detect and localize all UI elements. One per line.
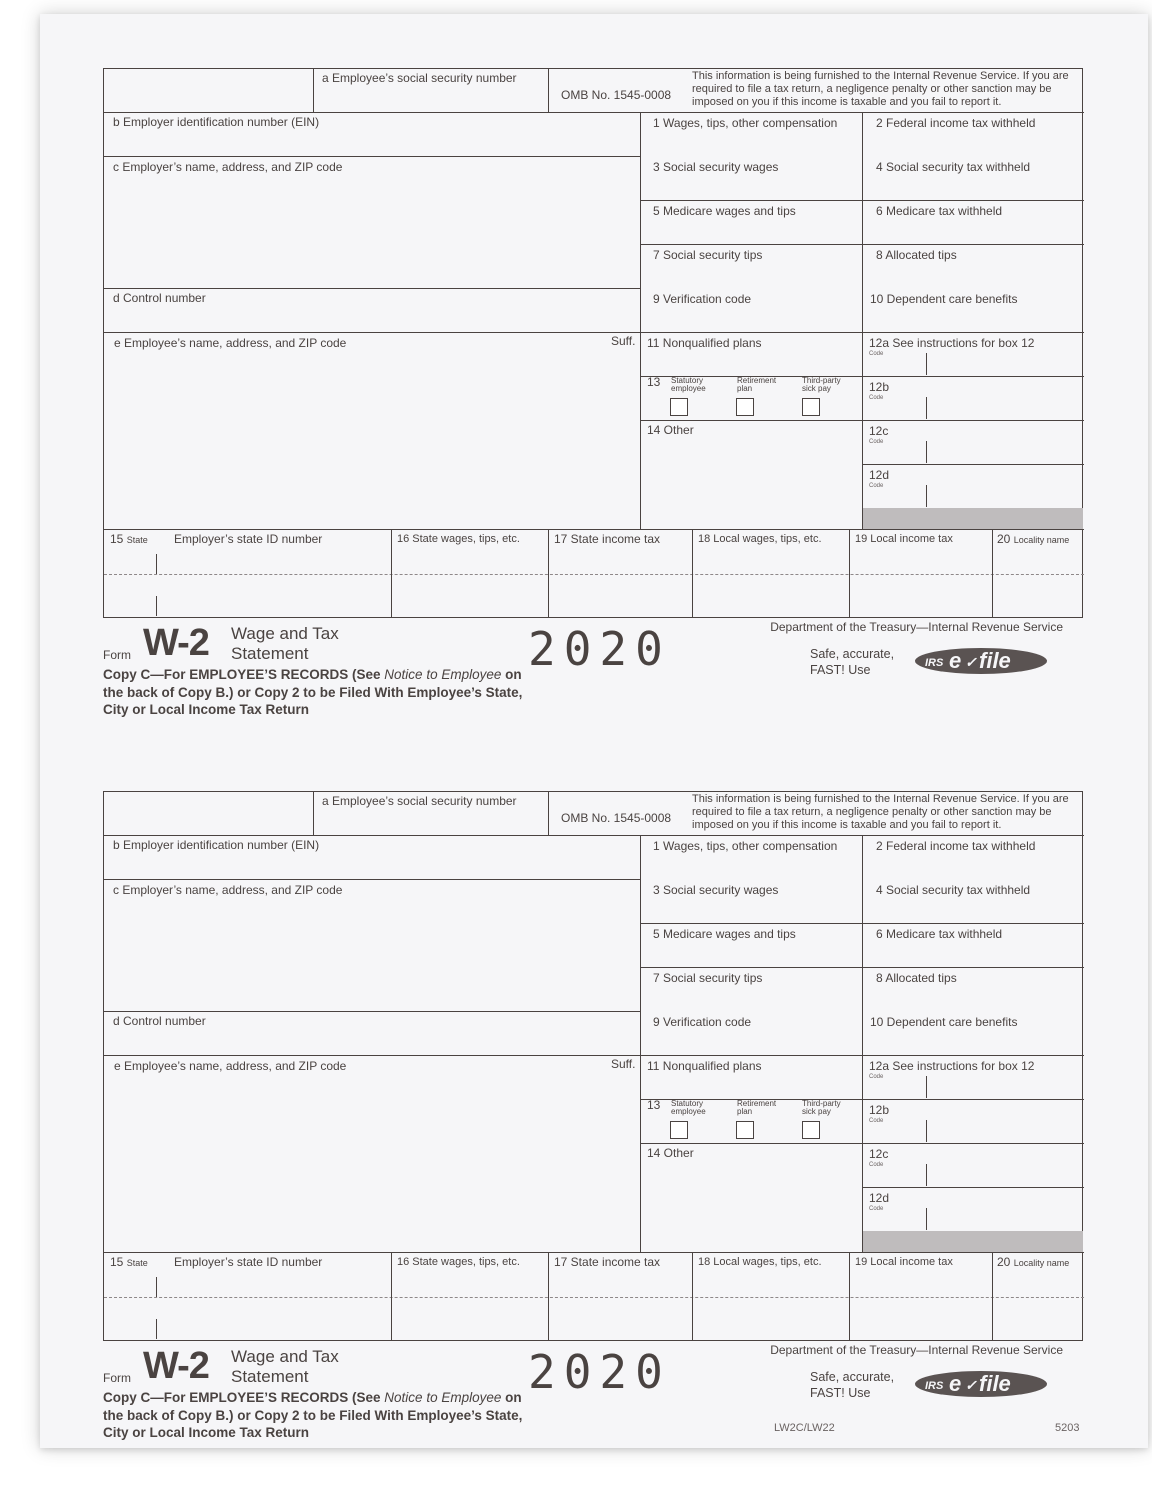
safe-accurate-text: Safe, accurate, FAST! Use [810, 647, 895, 677]
box-10-label: 10 Dependent care benefits [870, 1015, 1018, 1029]
statutory-label: Statutory employee [671, 376, 706, 393]
box-12b-label: 12b [869, 380, 890, 394]
code-label: Code [869, 1162, 884, 1168]
svg-text:e: e [949, 648, 962, 673]
svg-text:IRS: IRS [925, 1380, 944, 1392]
title-line-1: Wage and Tax [231, 1347, 339, 1366]
divider [104, 1252, 1084, 1253]
box-b[interactable] [104, 835, 640, 879]
tax-year: 2020 [528, 622, 671, 676]
retirement-label: Retirement plan [737, 1099, 777, 1116]
box-d[interactable] [104, 288, 640, 332]
box-6-label: 6 Medicare tax withheld [876, 927, 1003, 941]
blank-cell [104, 792, 314, 835]
divider [391, 1252, 392, 1341]
box-12c-label: 12c [869, 1147, 889, 1161]
omb-number: OMB No. 1545-0008 [561, 88, 672, 102]
divider [992, 1252, 993, 1341]
form-word: Form [103, 1371, 131, 1385]
divider [862, 464, 1084, 465]
box-8-label: 8 Allocated tips [876, 248, 957, 262]
dashed-divider [104, 1297, 1084, 1298]
box-a-label: a Employee’s social security number [322, 794, 517, 808]
box-12a-label: 12a See instructions for box 12 [869, 1059, 1035, 1073]
safe-accurate-text: Safe, accurate, FAST! Use [810, 1370, 895, 1400]
box-19-label: 19 Local income tax [855, 1256, 953, 1268]
box-d[interactable] [104, 1011, 640, 1055]
copy-c-instructions: Copy C—For EMPLOYEE’S RECORDS (See Notice to Employee on the back of Copy B.) or Copy 2 to be Filed With Employee’s State, City or Local Income Tax Return [103, 667, 523, 717]
w2-form [103, 68, 1083, 618]
department-label: Department of the Treasury—Internal Revenue Service [770, 620, 1063, 634]
box-15-id-label: Employer’s state ID number [174, 1255, 323, 1269]
divider [640, 1055, 1084, 1056]
retirement-checkbox[interactable] [736, 398, 754, 416]
box-7-label: 7 Social security tips [653, 248, 763, 262]
divider [391, 529, 392, 618]
divider [640, 967, 1084, 968]
box-2-label: 2 Federal income tax withheld [876, 116, 1036, 130]
statutory-checkbox[interactable] [670, 398, 688, 416]
box-b-label: b Employer identification number (EIN) [113, 115, 320, 129]
form-id: W-2 [143, 622, 209, 664]
copy-c-instructions: Copy C—For EMPLOYEE’S RECORDS (See Notice to Employee on the back of Copy B.) or Copy 2 to be Filed With Employee’s State, City or Local Income Tax Return [103, 1390, 523, 1440]
box-e[interactable] [104, 332, 640, 529]
irs-efile-logo [913, 1369, 1049, 1404]
svg-text:✓: ✓ [965, 1377, 977, 1393]
code-label: Code [869, 395, 884, 401]
box-c-label: c Employer’s name, address, and ZIP code [113, 883, 343, 897]
irs-notice: This information is being furnished to the Internal Revenue Service. If you are required to file a tax return, a negligence penalty or other sanction may be imposed on you if this income is taxable and you fail to report it. [692, 70, 1069, 108]
form-title [231, 624, 339, 664]
department-label: Department of the Treasury—Internal Revenue Service [770, 1343, 1063, 1357]
divider [692, 529, 693, 618]
code-divider [926, 441, 927, 463]
box-12d-label: 12d [869, 1191, 890, 1205]
divider [692, 1252, 693, 1341]
box-a[interactable] [314, 792, 549, 835]
state-divider [156, 596, 157, 616]
box-d-label: d Control number [113, 1014, 206, 1028]
box-13-label: 13 [647, 375, 661, 389]
form-footer [103, 1343, 1083, 1461]
box-12b-label: 12b [869, 1103, 890, 1117]
box-15-label: 15 State [110, 1255, 148, 1269]
irs-efile-logo [913, 646, 1049, 681]
svg-text:file: file [979, 1371, 1011, 1396]
box-a-label: a Employee’s social security number [322, 71, 517, 85]
divider [548, 529, 549, 618]
box-16-label: 16 State wages, tips, etc. [397, 1256, 520, 1268]
divider [640, 923, 1084, 924]
box-11-label: 11 Nonqualified plans [647, 336, 762, 350]
box-20-label: 20 Locality name [997, 1255, 1070, 1269]
box-6-label: 6 Medicare tax withheld [876, 204, 1003, 218]
divider [548, 1252, 549, 1341]
box-d-label: d Control number [113, 291, 206, 305]
box-1-label: 1 Wages, tips, other compensation [653, 116, 838, 130]
code-label: Code [869, 351, 884, 357]
box-14-label: 14 Other [647, 423, 694, 437]
box-c-label: c Employer’s name, address, and ZIP code [113, 160, 343, 174]
box-18-label: 18 Local wages, tips, etc. [698, 1256, 822, 1268]
box-3-label: 3 Social security wages [653, 160, 779, 174]
box-11-label: 11 Nonqualified plans [647, 1059, 762, 1073]
suffix-label: Suff. [611, 1057, 636, 1071]
shaded-area [863, 1231, 1083, 1252]
form-footer [103, 620, 1083, 738]
box-a[interactable] [314, 69, 549, 112]
box-18-label: 18 Local wages, tips, etc. [698, 533, 822, 545]
state-divider [156, 1277, 157, 1297]
box-20-label: 20 Locality name [997, 532, 1070, 546]
box-9-label: 9 Verification code [653, 1015, 752, 1029]
box-19-label: 19 Local income tax [855, 533, 953, 545]
svg-text:e: e [949, 1371, 962, 1396]
omb-number: OMB No. 1545-0008 [561, 811, 672, 825]
box-12c-label: 12c [869, 424, 889, 438]
irs-notice: This information is being furnished to the Internal Revenue Service. If you are required to file a tax return, a negligence penalty or other sanction may be imposed on you if this income is taxable and you fail to report it. [692, 793, 1069, 831]
page-code: 5203 [1055, 1422, 1080, 1434]
divider [849, 529, 850, 618]
box-9-label: 9 Verification code [653, 292, 752, 306]
box-17-label: 17 State income tax [554, 1255, 661, 1269]
box-4-label: 4 Social security tax withheld [876, 160, 1031, 174]
w2-form [103, 791, 1083, 1341]
form-word: Form [103, 648, 131, 662]
retirement-checkbox[interactable] [736, 1121, 754, 1139]
divider [104, 529, 1084, 530]
third-party-checkbox[interactable] [802, 1121, 820, 1139]
box-14-label: 14 Other [647, 1146, 694, 1160]
box-15-label: 15 State [110, 532, 148, 546]
box-e-label: e Employee’s name, address, and ZIP code [114, 336, 347, 350]
form-title [231, 1347, 339, 1387]
box-7-label: 7 Social security tips [653, 971, 763, 985]
divider [862, 835, 863, 1252]
box-17-label: 17 State income tax [554, 532, 661, 546]
suffix-label: Suff. [611, 334, 636, 348]
box-12a-label: 12a See instructions for box 12 [869, 336, 1035, 350]
statutory-checkbox[interactable] [670, 1121, 688, 1139]
code-divider [926, 353, 927, 375]
box-2-label: 2 Federal income tax withheld [876, 839, 1036, 853]
box-1-label: 1 Wages, tips, other compensation [653, 839, 838, 853]
box-4-label: 4 Social security tax withheld [876, 883, 1031, 897]
code-label: Code [869, 1206, 884, 1212]
divider [640, 1143, 1084, 1144]
title-line-1: Wage and Tax [231, 624, 339, 643]
box-b[interactable] [104, 112, 640, 156]
box-3-label: 3 Social security wages [653, 883, 779, 897]
box-e-label: e Employee’s name, address, and ZIP code [114, 1059, 347, 1073]
code-label: Code [869, 1074, 884, 1080]
svg-text:✓: ✓ [965, 654, 977, 670]
product-code: LW2C/LW22 [774, 1422, 835, 1434]
code-divider [926, 485, 927, 507]
blank-cell [104, 69, 314, 112]
divider [849, 1252, 850, 1341]
dashed-divider [104, 574, 1084, 575]
tax-year: 2020 [528, 1345, 671, 1399]
box-5-label: 5 Medicare wages and tips [653, 927, 796, 941]
title-line-2: Statement [231, 1367, 309, 1386]
code-label: Code [869, 483, 884, 489]
box-c[interactable] [104, 156, 640, 288]
divider [640, 112, 641, 529]
retirement-label: Retirement plan [737, 376, 777, 393]
box-12d-label: 12d [869, 468, 890, 482]
code-divider [926, 397, 927, 419]
state-divider [156, 1319, 157, 1339]
code-divider [926, 1208, 927, 1230]
divider [640, 420, 1084, 421]
box-8-label: 8 Allocated tips [876, 971, 957, 985]
shaded-area [863, 508, 1083, 529]
title-line-2: Statement [231, 644, 309, 663]
third-party-label: Third-party sick pay [802, 376, 841, 393]
code-divider [926, 1164, 927, 1186]
third-party-label: Third-party sick pay [802, 1099, 841, 1116]
state-divider [156, 554, 157, 574]
svg-text:IRS: IRS [925, 657, 944, 669]
code-label: Code [869, 1118, 884, 1124]
code-divider [926, 1076, 927, 1098]
divider [992, 529, 993, 618]
divider [862, 112, 863, 529]
box-e[interactable] [104, 1055, 640, 1252]
box-c[interactable] [104, 879, 640, 1011]
divider [640, 835, 641, 1252]
statutory-label: Statutory employee [671, 1099, 706, 1116]
divider [640, 244, 1084, 245]
box-15-id-label: Employer’s state ID number [174, 532, 323, 546]
divider [640, 200, 1084, 201]
box-16-label: 16 State wages, tips, etc. [397, 533, 520, 545]
third-party-checkbox[interactable] [802, 398, 820, 416]
divider [640, 332, 1084, 333]
divider [862, 1187, 1084, 1188]
box-13-label: 13 [647, 1098, 661, 1112]
box-10-label: 10 Dependent care benefits [870, 292, 1018, 306]
box-5-label: 5 Medicare wages and tips [653, 204, 796, 218]
form-id: W-2 [143, 1345, 209, 1387]
box-b-label: b Employer identification number (EIN) [113, 838, 320, 852]
code-label: Code [869, 439, 884, 445]
svg-text:file: file [979, 648, 1011, 673]
code-divider [926, 1120, 927, 1142]
